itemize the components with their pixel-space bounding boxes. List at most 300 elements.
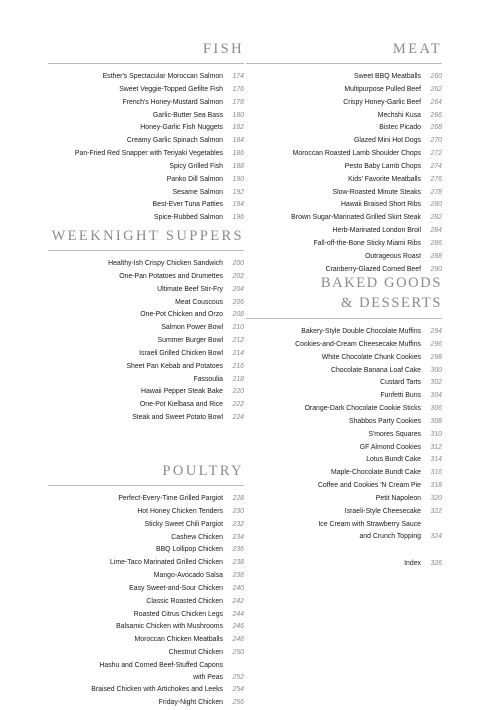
toc-entry-title-line: Sticky Sweet Chili Pargiot [144, 520, 223, 528]
toc-entry-title-line: Sesame Salmon [172, 188, 223, 196]
toc-entry [48, 697, 244, 710]
toc-entry-title [376, 493, 421, 506]
toc-entry-title [169, 161, 223, 174]
toc-entry [48, 684, 244, 697]
toc-entry-title [194, 374, 224, 387]
toc-entry-title-line: Fassoulia [193, 375, 223, 383]
toc-entry-title-line: Kids' Favorite Meatballs [348, 175, 421, 183]
toc-entry-title-line: Cranberry-Glazed Corned Beef [325, 265, 421, 273]
fish-section [48, 40, 244, 222]
toc-entry [48, 374, 244, 387]
toc-entry [48, 309, 244, 322]
toc-entry-title-line: BBQ Lollipop Chicken [155, 546, 223, 554]
toc-entry-title-line: Esther's Spectacular Moroccan Salmon [102, 73, 223, 80]
toc-entry [48, 506, 244, 519]
toc-entry-title-line: One-Pot Chicken and Orzo [140, 311, 223, 319]
toc-entry-page-number: 312 [430, 443, 442, 451]
toc-entry [246, 377, 442, 390]
toc-entry-page-number: 268 [430, 124, 442, 132]
toc-entry-title [366, 454, 421, 467]
toc-entry-title-line: Fall-off-the-Bone Sticky Miami Ribs [313, 239, 421, 247]
toc-entry-title-line: Funfetti Buns [380, 392, 421, 400]
toc-entry-title-line: Bakery-Style Double Chocolate Muffins [301, 328, 421, 335]
toc-entry-title-line: Israeli-Style Cheesecake [344, 507, 421, 515]
toc-entry-title [159, 697, 223, 710]
toc-entry-title [169, 647, 223, 660]
toc-entry-title [127, 135, 223, 148]
toc-entry-title-line: Sheet Pan Kebab and Potatoes [126, 362, 223, 370]
toc-entry-title-line: Hot Honey Chicken Tenders [137, 507, 223, 515]
toc-entry [246, 326, 442, 339]
toc-entry-title-line: White Chocolate Chunk Cookies [321, 353, 421, 361]
toc-entry-title-line: Israeli Grilled Chicken Bowl [139, 349, 223, 357]
toc-entry-title-line: Panko Dill Salmon [166, 175, 223, 183]
toc-entry-page-number: 216 [232, 362, 244, 370]
toc-entry [48, 412, 244, 425]
toc-entry-page-number: 304 [430, 392, 442, 400]
toc-entry [48, 212, 244, 225]
toc-entry [48, 634, 244, 647]
toc-entry [48, 322, 244, 335]
toc-entry-page-number: 232 [232, 520, 244, 528]
toc-entry-title-line: Steak and Sweet Potato Bowl [132, 414, 223, 422]
toc-entry-page-number: 200 [232, 260, 244, 267]
toc-entry-title [119, 271, 223, 284]
toc-entry-title-line: Hashu and Corned Beef-Stuffed Capons [99, 661, 223, 669]
toc-entry-title-line: Best-Ever Tuna Patties [152, 201, 223, 209]
toc-entry-title-line: Pesto Baby Lamb Chops [344, 162, 421, 170]
toc-entry-page-number: 248 [232, 636, 244, 644]
fish-list [48, 71, 244, 225]
toc-entry [48, 544, 244, 557]
toc-entry-title [157, 284, 223, 297]
toc-entry-page-number: 220 [232, 388, 244, 396]
toc-entry-title-line: Herb-Marinated London Broil [332, 227, 421, 235]
toc-entry-page-number: 280 [430, 201, 442, 209]
toc-entry-title-line: Orange-Dark Chocolate Cookie Sticks [304, 405, 421, 413]
toc-entry [48, 519, 244, 532]
toc-entry-title-line: Crispy Honey-Garlic Beef [343, 98, 421, 106]
toc-entry [48, 297, 244, 310]
toc-entry-page-number: 310 [430, 430, 442, 438]
toc-entry-title-line: Balsamic Chicken with Mushrooms [116, 623, 223, 631]
toc-entry-title [301, 326, 421, 339]
toc-entry-page-number: 228 [232, 495, 244, 502]
toc-entry-title-line: Friday-Night Chicken [158, 699, 223, 707]
toc-entry-page-number: 296 [430, 340, 442, 348]
toc-entry [48, 399, 244, 412]
toc-entry-title-line: Creamy Garlic Spinach Salmon [126, 137, 223, 145]
toc-entry-page-number: 238 [232, 572, 244, 580]
toc-entry [246, 339, 442, 352]
toc-entry-title [378, 110, 421, 123]
toc-entry-title [354, 71, 421, 84]
toc-entry-title [141, 386, 223, 399]
toc-entry-title [153, 199, 223, 212]
toc-entry-title-line: Honey-Garlic Fish Nuggets [140, 124, 223, 132]
toc-entry-page-number: 260 [430, 73, 442, 80]
toc-entry-title-line: Ultimate Beef Stir-Fry [157, 285, 223, 293]
toc-entry [48, 647, 244, 660]
toc-entry-title [126, 361, 223, 374]
toc-entry-title [140, 399, 223, 412]
toc-entry-page-number: 322 [430, 507, 442, 515]
toc-entry-title-line: Petit Napoleon [375, 494, 421, 502]
weeknight-suppers-list [48, 258, 244, 425]
toc-entry-page-number: 176 [232, 85, 244, 93]
toc-entry-page-number: 298 [430, 353, 442, 361]
toc-entry-page-number: 288 [430, 252, 442, 260]
meat-section [246, 40, 442, 273]
poultry-section [48, 462, 244, 710]
toc-entry-title [103, 71, 223, 84]
toc-entry-title [348, 174, 421, 187]
toc-entry [246, 506, 442, 519]
toc-entry [48, 110, 244, 123]
toc-entry-page-number: 274 [430, 162, 442, 170]
toc-entry-title-line: Outrageous Roast [365, 252, 421, 260]
toc-entry [48, 135, 244, 148]
toc-entry-page-number: 284 [430, 227, 442, 235]
toc-entry-title-line: Pan-Fried Red Snapper with Teriyaki Vegetables [74, 150, 223, 158]
toc-entry-page-number: 178 [232, 98, 244, 106]
toc-entry [48, 361, 244, 374]
toc-entry-title [314, 238, 421, 251]
toc-entry-page-number: 190 [232, 175, 244, 183]
toc-entry-title-line: Sweet Veggie-Topped Gefilte Fish [119, 85, 223, 93]
toc-entry-page-number: 266 [430, 111, 442, 119]
toc-entry-page-number: 194 [232, 201, 244, 209]
toc-entry-page-number: 214 [232, 349, 244, 357]
toc-entry-page-number: 202 [232, 272, 244, 280]
toc-entry-title-line: Custard Tarts [380, 379, 421, 387]
toc-entry [246, 122, 442, 135]
poultry-list [48, 493, 244, 710]
toc-entry-page-number: 244 [232, 610, 244, 618]
toc-entry [48, 348, 244, 361]
toc-entry-page-number: 278 [430, 188, 442, 196]
toc-entry-title [139, 348, 223, 361]
toc-entry-title-line: Summer Burger Bowl [157, 337, 223, 345]
toc-entry-page-number: 206 [232, 298, 244, 306]
toc-entry [246, 454, 442, 467]
toc-entry [48, 609, 244, 622]
toc-entry-title [116, 621, 223, 634]
toc-entry-title [122, 97, 223, 110]
fish-heading: FISH [48, 40, 244, 64]
toc-entry [48, 532, 244, 545]
toc-entry-page-number: 250 [232, 649, 244, 657]
toc-entry-title [380, 377, 421, 390]
toc-entry-title [137, 506, 223, 519]
toc-entry-page-number: 234 [232, 533, 244, 541]
toc-entry-title-line: Lime-Taco Marinated Grilled Chicken [110, 559, 223, 567]
meat-list [246, 71, 442, 277]
toc-entry-title [146, 596, 223, 609]
toc-entry [246, 174, 442, 187]
toc-entry-title [305, 403, 421, 416]
toc-entry-page-number: 212 [232, 337, 244, 345]
toc-entry [48, 199, 244, 212]
toc-entry [246, 187, 442, 200]
toc-entry-title [154, 570, 223, 583]
toc-entry [246, 493, 442, 506]
toc-entry [246, 416, 442, 429]
toc-entry-title-line: Ice Cream with Strawberry Sauce [318, 520, 421, 528]
meat-heading: MEAT [246, 40, 442, 64]
toc-entry-title-line: Meat Couscous [175, 298, 223, 306]
toc-entry-page-number: 180 [232, 111, 244, 119]
index-entry [246, 558, 442, 571]
toc-entry-title-line: Cookies-and-Cream Cheesecake Muffins [295, 340, 421, 348]
toc-entry-page-number: 316 [430, 469, 442, 477]
toc-entry-title [344, 84, 421, 97]
toc-entry-page-number: 240 [232, 584, 244, 592]
toc-entry-page-number: 314 [430, 456, 442, 464]
toc-entry-title [167, 174, 223, 187]
toc-entry [246, 212, 442, 225]
toc-entry [246, 84, 442, 97]
toc-entry-page-number: 254 [232, 686, 244, 694]
toc-entry-title-line: Brown Sugar-Marinated Grilled Skirt Steak [291, 214, 421, 222]
toc-entry-title [365, 251, 421, 264]
index-page-number: 326 [430, 560, 442, 568]
toc-entry-title [129, 583, 223, 596]
toc-entry-page-number: 300 [430, 366, 442, 374]
toc-entry-title [135, 634, 223, 647]
toc-entry-title [349, 416, 421, 429]
toc-entry-page-number: 218 [232, 375, 244, 383]
toc-entry [246, 110, 442, 123]
toc-entry-title [368, 429, 421, 442]
toc-entry-page-number: 320 [430, 494, 442, 502]
toc-entry-title-line: Sweet BBQ Meatballs [353, 73, 421, 80]
toc-entry-title-line: Bistec Picado [379, 124, 421, 132]
poultry-heading: POULTRY [48, 462, 244, 486]
toc-entry-title-line: Salmon Power Bowl [161, 324, 223, 332]
toc-entry [246, 429, 442, 442]
toc-entry-title [110, 557, 223, 570]
toc-entry [246, 199, 442, 212]
toc-entry-page-number: 270 [430, 137, 442, 145]
toc-entry-page-number: 230 [232, 507, 244, 515]
toc-entry-title [380, 390, 421, 403]
toc-entry-title [153, 110, 223, 123]
toc-entry-title [318, 519, 421, 543]
toc-entry-title [343, 97, 421, 110]
toc-entry [48, 493, 244, 506]
toc-entry [48, 174, 244, 187]
toc-entry-page-number: 256 [232, 699, 244, 707]
toc-entry-title-line: Slow-Roasted Minute Steaks [332, 188, 421, 196]
toc-entry-title [140, 122, 223, 135]
toc-entry-title [108, 258, 223, 271]
toc-entry-page-number: 302 [430, 379, 442, 387]
index-title: Index [404, 560, 421, 568]
toc-entry-title-line: Glazed Mini Hot Dogs [353, 137, 421, 145]
toc-entry [246, 442, 442, 455]
toc-entry-title-line: Shabbos Party Cookies [348, 417, 421, 425]
toc-entry [48, 258, 244, 271]
toc-entry-page-number: 276 [430, 175, 442, 183]
toc-entry-page-number: 208 [232, 311, 244, 319]
toc-entry [246, 519, 442, 543]
toc-entry [48, 148, 244, 161]
toc-entry [246, 161, 442, 174]
toc-entry-title-line: S'mores Squares [368, 430, 421, 438]
toc-entry-title [132, 412, 223, 425]
toc-entry [48, 97, 244, 110]
toc-entry-page-number: 318 [430, 482, 442, 490]
right-column [246, 40, 442, 571]
toc-entry-page-number: 224 [232, 414, 244, 422]
toc-entry-title-line: Hawaii Pepper Steak Bake [141, 388, 223, 396]
toc-entry-title-line: Coffee and Cookies 'N Cream Pie [317, 482, 421, 490]
toc-entry-page-number: 204 [232, 285, 244, 293]
toc-entry [48, 596, 244, 609]
toc-entry-title-line: Hawaii Braised Short Ribs [340, 201, 421, 209]
baked-goods-desserts-heading [246, 273, 442, 319]
toc-entry-page-number: 186 [232, 150, 244, 158]
toc-entry [246, 71, 442, 84]
toc-entry-title [295, 339, 421, 352]
toc-entry-title-line: Braised Chicken with Artichokes and Leeks [91, 686, 223, 694]
toc-entry-title [119, 84, 223, 97]
toc-entry-title-line: Easy Sweet-and-Sour Chicken [129, 584, 223, 592]
toc-entry-page-number: 264 [430, 98, 442, 106]
toc-entry-title [379, 122, 421, 135]
toc-entry-page-number: 252 [232, 674, 244, 682]
toc-entry-title-line: Maple-Chocolate Bundt Cake [330, 469, 421, 477]
toc-entry-page-number: 236 [232, 546, 244, 554]
toc-entry-title-line: Cashew Chicken [171, 533, 223, 541]
toc-entry [48, 583, 244, 596]
toc-entry-title-line: Healthy-Ish Crispy Chicken Sandwich [108, 260, 223, 267]
toc-entry-title [291, 212, 421, 225]
toc-entry-page-number: 222 [232, 401, 244, 409]
toc-entry-title-line: One-Pot Kielbasa and Rice [139, 401, 223, 409]
toc-entry-page-number: 306 [430, 405, 442, 413]
toc-entry-title [175, 297, 223, 310]
toc-entry-title-line: Garlic-Butter Sea Bass [152, 111, 223, 119]
toc-entry-title [158, 335, 223, 348]
toc-entry-title [154, 212, 223, 225]
toc-entry-page-number: 282 [430, 214, 442, 222]
toc-entry-title-line: Lotus Bundt Cake [366, 456, 421, 464]
toc-entry-page-number: 324 [430, 532, 442, 540]
toc-entry [246, 365, 442, 378]
toc-entry-title-line: Chestnut Chicken [168, 649, 223, 657]
toc-entry-title-line: Perfect-Every-Time Grilled Pargiot [118, 495, 223, 502]
toc-entry [48, 386, 244, 399]
toc-entry-title-line: Spice-Rubbed Salmon [154, 214, 223, 222]
toc-entry [48, 570, 244, 583]
toc-entry [246, 480, 442, 493]
toc-entry-title [91, 684, 223, 697]
toc-entry-page-number: 294 [430, 328, 442, 335]
baked-goods-desserts-section [246, 273, 442, 571]
toc-entry [246, 467, 442, 480]
toc-entry-title [161, 322, 223, 335]
weeknight-suppers-heading: WEEKNIGHT SUPPERS [48, 227, 244, 251]
toc-entry-title [354, 135, 421, 148]
baked-heading-line2: & DESSERTS [341, 295, 442, 311]
toc-entry [48, 161, 244, 174]
toc-entry [246, 97, 442, 110]
toc-entry-title-line: Classic Roasted Chicken [146, 597, 223, 605]
toc-entry-page-number: 242 [232, 597, 244, 605]
toc-entry [246, 403, 442, 416]
toc-entry-page-number: 188 [232, 162, 244, 170]
toc-entry-page-number: 272 [430, 150, 442, 158]
toc-entry-page-number: 286 [430, 239, 442, 247]
toc-entry-page-number: 192 [232, 188, 244, 196]
toc-entry-title [118, 493, 223, 506]
toc-entry-title-line2: and Crunch Topping [359, 532, 421, 540]
toc-entry-title [171, 532, 223, 545]
toc-entry-title-line: Mechshi Kusa [377, 111, 421, 119]
toc-entry-title [345, 506, 421, 519]
toc-entry-title [134, 609, 223, 622]
toc-entry-page-number: 290 [430, 265, 442, 273]
toc-entry-title [75, 148, 223, 161]
toc-entry [246, 238, 442, 251]
toc-entry-title-line: French's Honey-Mustard Salmon [122, 98, 223, 106]
toc-entry-title [331, 467, 421, 480]
toc-entry-title [318, 480, 421, 493]
toc-entry-title [156, 544, 223, 557]
toc-entry-title [144, 519, 223, 532]
toc-entry-page-number: 238 [232, 559, 244, 567]
toc-entry-page-number: 262 [430, 85, 442, 93]
toc-entry [48, 271, 244, 284]
toc-entry-title-line: Multipurpose Pulled Beef [344, 85, 421, 93]
toc-entry-title [293, 148, 421, 161]
toc-entry [48, 71, 244, 84]
toc-entry [246, 135, 442, 148]
baked-goods-desserts-list [246, 326, 442, 543]
toc-entry [246, 148, 442, 161]
baked-heading-line1: BAKED GOODS [320, 275, 442, 291]
toc-entry-title-line: Moroccan Roasted Lamb Shoulder Chops [292, 150, 421, 158]
toc-entry-title-line: GF Almond Cookies [359, 443, 421, 451]
toc-entry-title-line: Moroccan Chicken Meatballs [134, 636, 223, 644]
toc-entry [246, 390, 442, 403]
toc-entry-title [333, 225, 421, 238]
toc-entry-title [333, 187, 421, 200]
toc-entry [246, 225, 442, 238]
toc-entry [48, 187, 244, 200]
weeknight-suppers-section [48, 227, 244, 442]
toc-entry-title-line: Chocolate Banana Loaf Cake [330, 366, 421, 374]
toc-entry [246, 352, 442, 365]
toc-entry-title [345, 161, 421, 174]
toc-entry-title [322, 352, 421, 365]
toc-entry-title-line: One-Pan Potatoes and Drumettes [119, 272, 223, 280]
toc-entry-title-line: Spicy Grilled Fish [169, 162, 223, 170]
toc-entry-title [341, 199, 421, 212]
toc-entry-page-number: 184 [232, 137, 244, 145]
toc-entry-page-number: 210 [232, 324, 244, 332]
toc-entry [246, 251, 442, 264]
toc-entry-title [331, 365, 421, 378]
toc-entry-title [360, 442, 421, 455]
toc-entry-page-number: 182 [232, 124, 244, 132]
toc-entry-page-number: 246 [232, 623, 244, 631]
toc-entry [48, 557, 244, 570]
toc-entry [48, 621, 244, 634]
toc-entry-page-number: 308 [430, 417, 442, 425]
